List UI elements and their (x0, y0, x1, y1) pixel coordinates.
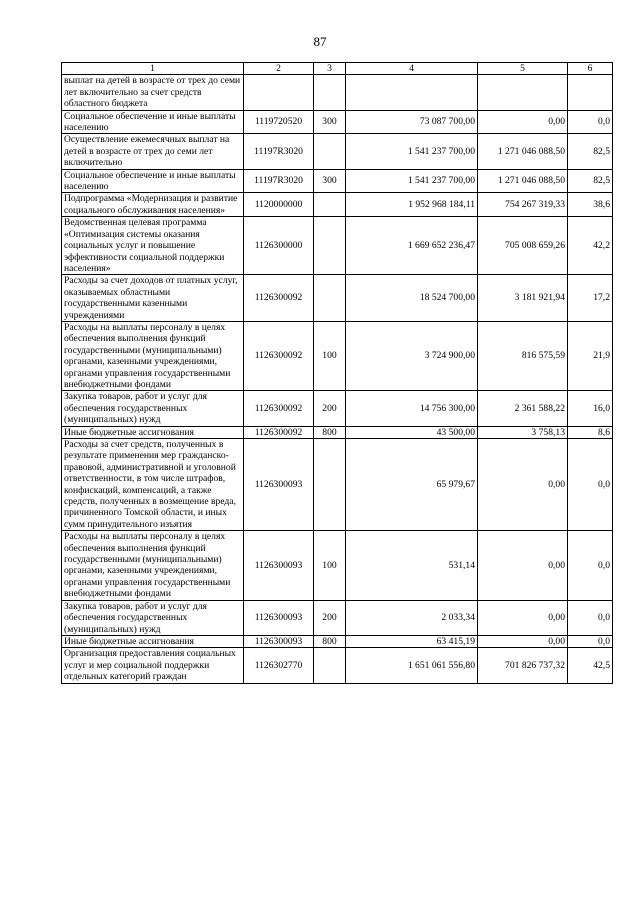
row-name-cell: Расходы на выплаты персоналу в целях обеспечения выполнения функций государственными (муниципальными) органами, казенными учреждениями, органами управления государственными внебюджетными фондами (62, 531, 244, 600)
row-percent-cell: 38,6 (568, 193, 613, 217)
table-row (62, 217, 613, 275)
row-percent-cell: 82,5 (568, 169, 613, 193)
row-plan-cell: 1 541 237 700,00 (346, 169, 478, 193)
row-code-cell: 1126300000 (244, 217, 314, 275)
row-kind-cell: 300 (314, 110, 346, 134)
row-percent-cell: 17,2 (568, 275, 613, 322)
row-name-cell: Расходы за счет доходов от платных услуг, оказываемых областными государственными казенными учреждениями (62, 275, 244, 322)
row-kind-cell (314, 134, 346, 169)
row-code-cell: 1126300092 (244, 391, 314, 426)
table-row (62, 275, 613, 322)
row-code-cell (244, 75, 314, 110)
row-plan-cell: 1 669 652 236,47 (346, 217, 478, 275)
row-percent-cell: 0,0 (568, 439, 613, 531)
row-percent-cell (568, 75, 613, 110)
row-plan-cell: 2 033,34 (346, 600, 478, 635)
row-fact-cell (478, 75, 568, 110)
row-plan-cell: 1 952 968 184,11 (346, 193, 478, 217)
row-percent-cell: 42,5 (568, 648, 613, 683)
column-header-5: 5 (478, 63, 568, 75)
row-name-cell: Социальное обеспечение и иные выплаты населению (62, 169, 244, 193)
column-header-3: 3 (314, 63, 346, 75)
table-row (62, 321, 613, 390)
row-name-cell: Закупка товаров, работ и услуг для обеспечения государственных (муниципальных) нужд (62, 391, 244, 426)
row-fact-cell: 0,00 (478, 600, 568, 635)
row-kind-cell: 800 (314, 426, 346, 438)
row-percent-cell: 0,0 (568, 600, 613, 635)
row-kind-cell (314, 275, 346, 322)
column-header-6: 6 (568, 63, 613, 75)
row-plan-cell: 531,14 (346, 531, 478, 600)
row-fact-cell: 701 826 737,32 (478, 648, 568, 683)
row-kind-cell: 100 (314, 321, 346, 390)
row-percent-cell: 0,0 (568, 110, 613, 134)
row-code-cell: 1119720520 (244, 110, 314, 134)
row-percent-cell: 82,5 (568, 134, 613, 169)
row-plan-cell: 63 415,19 (346, 635, 478, 647)
table-row (62, 531, 613, 600)
row-fact-cell: 1 271 046 088,50 (478, 169, 568, 193)
row-code-cell: 1126300092 (244, 275, 314, 322)
row-kind-cell: 800 (314, 635, 346, 647)
row-plan-cell: 65 979,67 (346, 439, 478, 531)
column-header-2: 2 (244, 63, 314, 75)
table-row (62, 110, 613, 134)
row-code-cell: 1126302770 (244, 648, 314, 683)
row-name-cell: Подпрограмма «Модернизация и развитие социального обслуживания населения» (62, 193, 244, 217)
row-fact-cell: 754 267 319,33 (478, 193, 568, 217)
row-kind-cell (314, 439, 346, 531)
row-name-cell: Расходы за счет средств, полученных в результате применения мер гражданско-правовой, административной и уголовной ответственности, в том числе штрафов, конфискаций, компенсаций, а также средств, полученных в возмещение вреда, причиненного Томской области, и иных сумм принудительного изъятия (62, 439, 244, 531)
row-fact-cell: 0,00 (478, 635, 568, 647)
row-name-cell: Социальное обеспечение и иные выплаты населению (62, 110, 244, 134)
row-percent-cell: 8,6 (568, 426, 613, 438)
table-row (62, 635, 613, 647)
row-percent-cell: 42,2 (568, 217, 613, 275)
row-code-cell: 1126300093 (244, 635, 314, 647)
row-code-cell: 1126300092 (244, 426, 314, 438)
table-row (62, 134, 613, 169)
row-plan-cell: 14 756 300,00 (346, 391, 478, 426)
row-code-cell: 1126300093 (244, 439, 314, 531)
column-header-4: 4 (346, 63, 478, 75)
row-percent-cell: 21,9 (568, 321, 613, 390)
table-row (62, 169, 613, 193)
row-plan-cell: 18 524 700,00 (346, 275, 478, 322)
budget-table (61, 62, 613, 684)
row-kind-cell (314, 217, 346, 275)
row-kind-cell: 300 (314, 169, 346, 193)
row-kind-cell (314, 648, 346, 683)
row-code-cell: 11197R3020 (244, 134, 314, 169)
row-code-cell: 11197R3020 (244, 169, 314, 193)
row-kind-cell: 200 (314, 600, 346, 635)
row-plan-cell: 73 087 700,00 (346, 110, 478, 134)
table-row (62, 75, 613, 110)
row-code-cell: 1120000000 (244, 193, 314, 217)
row-fact-cell: 705 008 659,26 (478, 217, 568, 275)
row-plan-cell: 43 500,00 (346, 426, 478, 438)
row-fact-cell: 2 361 588,22 (478, 391, 568, 426)
row-kind-cell: 200 (314, 391, 346, 426)
row-name-cell: выплат на детей в возрасте от трех до семи лет включительно за счет средств областного бюджета (62, 75, 244, 110)
table-header-row (62, 63, 613, 75)
table-row (62, 391, 613, 426)
row-code-cell: 1126300093 (244, 531, 314, 600)
row-kind-cell (314, 75, 346, 110)
row-code-cell: 1126300093 (244, 600, 314, 635)
row-fact-cell: 3 181 921,94 (478, 275, 568, 322)
row-plan-cell (346, 75, 478, 110)
row-name-cell: Расходы на выплаты персоналу в целях обеспечения выполнения функций государственными (муниципальными) органами, казенными учреждениями, органами управления государственными внебюджетными фондами (62, 321, 244, 390)
table-row (62, 193, 613, 217)
row-name-cell: Иные бюджетные ассигнования (62, 635, 244, 647)
table-row (62, 426, 613, 438)
row-kind-cell: 100 (314, 531, 346, 600)
row-name-cell: Иные бюджетные ассигнования (62, 426, 244, 438)
page-number: 87 (313, 34, 327, 49)
row-kind-cell (314, 193, 346, 217)
row-plan-cell: 3 724 900,00 (346, 321, 478, 390)
row-fact-cell: 1 271 046 088,50 (478, 134, 568, 169)
row-fact-cell: 0,00 (478, 110, 568, 134)
row-percent-cell: 0,0 (568, 635, 613, 647)
table-row (62, 600, 613, 635)
row-name-cell: Организация предоставления социальных услуг и мер социальной поддержки отдельных категорий граждан (62, 648, 244, 683)
row-code-cell: 1126300092 (244, 321, 314, 390)
row-percent-cell: 0,0 (568, 531, 613, 600)
row-name-cell: Закупка товаров, работ и услуг для обеспечения государственных (муниципальных) нужд (62, 600, 244, 635)
row-name-cell: Ведомственная целевая программа «Оптимизация системы оказания социальных услуг и повышение эффективности социальной поддержки населения» (62, 217, 244, 275)
table-row (62, 648, 613, 683)
row-plan-cell: 1 541 237 700,00 (346, 134, 478, 169)
row-fact-cell: 3 758,13 (478, 426, 568, 438)
row-percent-cell: 16,0 (568, 391, 613, 426)
column-header-1: 1 (62, 63, 244, 75)
table-row (62, 439, 613, 531)
row-name-cell: Осуществление ежемесячных выплат на детей в возрасте от трех до семи лет включительно (62, 134, 244, 169)
row-plan-cell: 1 651 061 556,80 (346, 648, 478, 683)
row-fact-cell: 0,00 (478, 531, 568, 600)
row-fact-cell: 816 575,59 (478, 321, 568, 390)
row-fact-cell: 0,00 (478, 439, 568, 531)
